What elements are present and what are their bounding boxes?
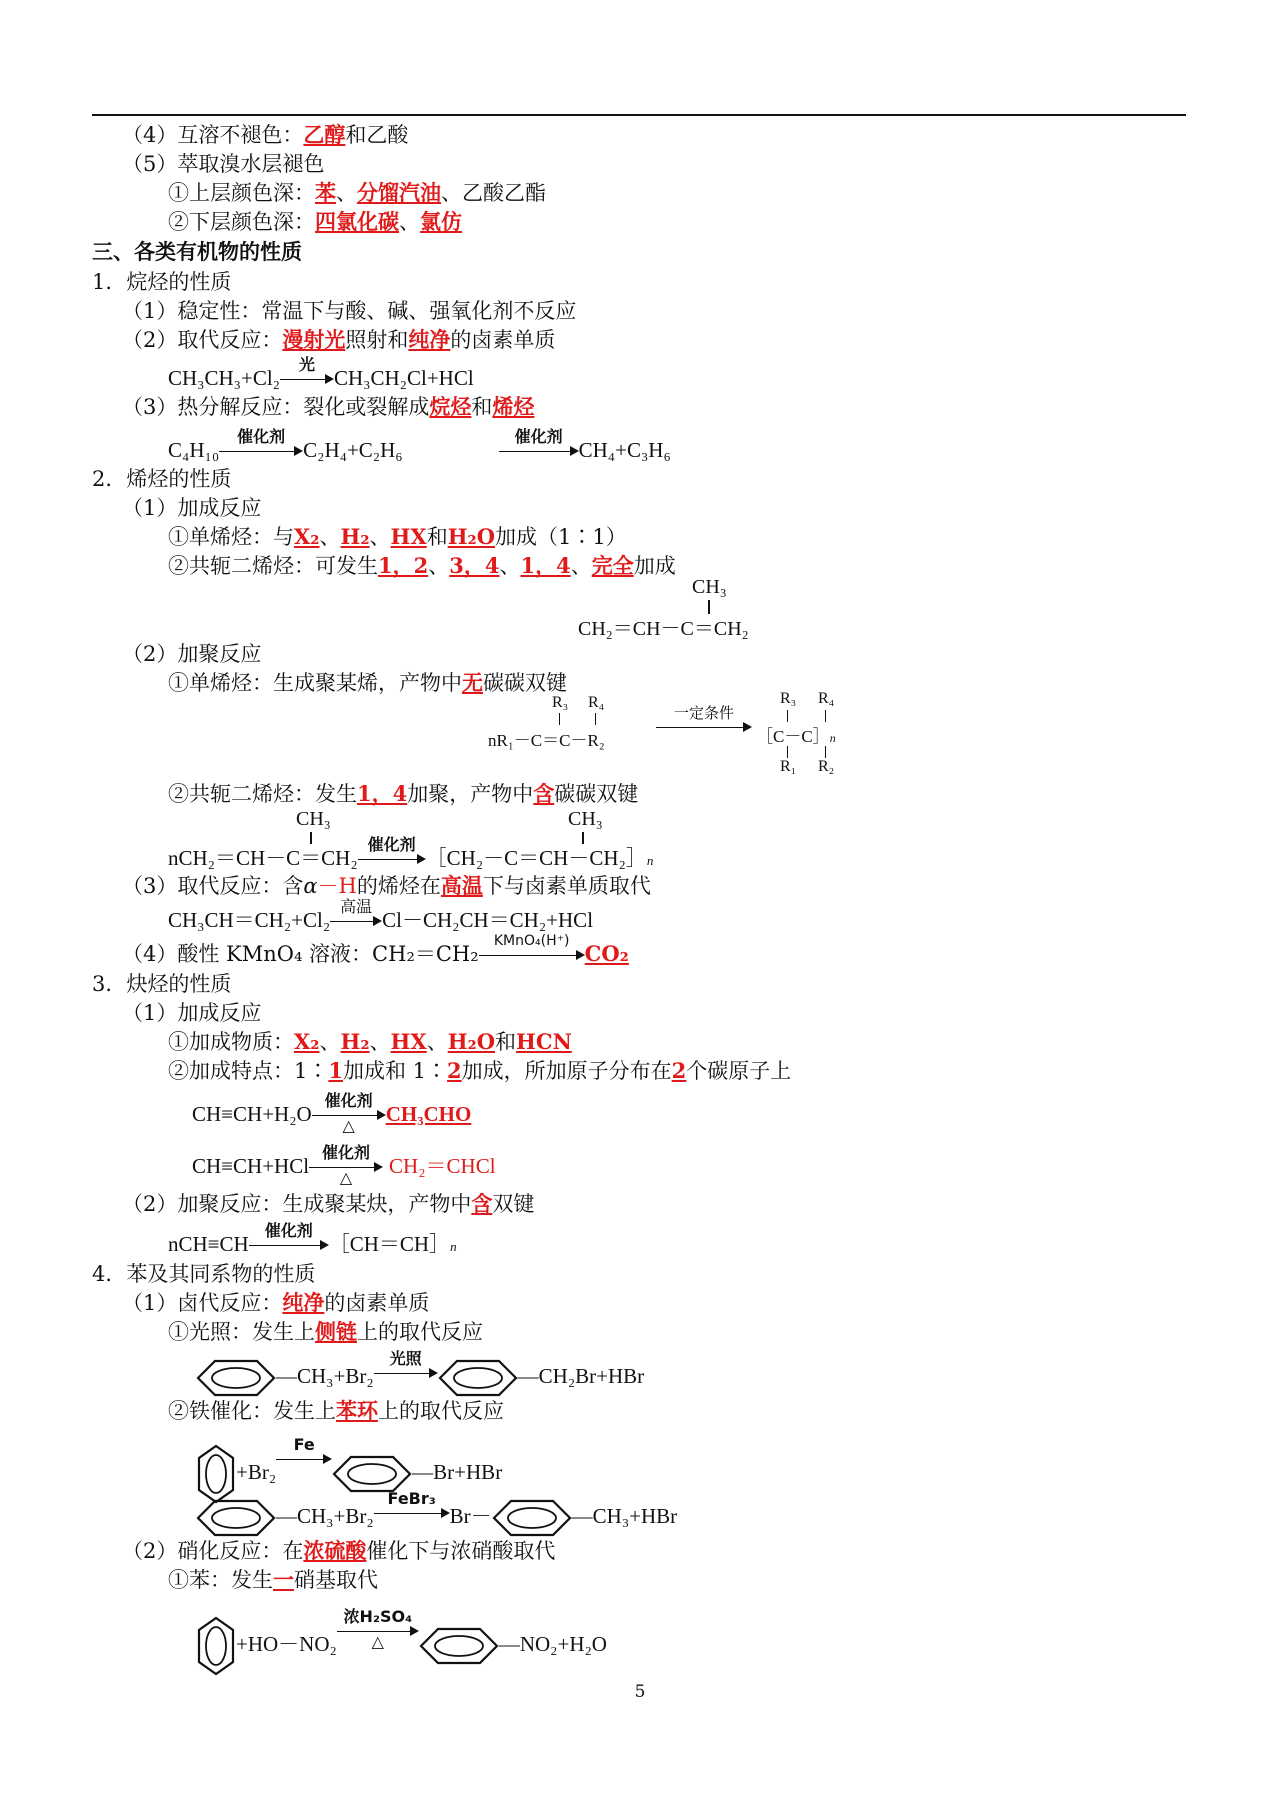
text: 的卤素单质 [450,328,556,352]
alkene-polymerization-mono [168,669,567,697]
alkene-kmno4-oxidation [122,933,629,968]
products: CH₃CH₂Cl+HCl [334,366,474,390]
answer: H₂O [447,524,496,549]
diene-polymerization [168,780,638,808]
reactants: nCH₂＝CH－C＝CH₂ [168,846,358,870]
alkene-addition-heading: （1）加成反应 [122,496,262,520]
answer: 高温 [440,873,483,898]
structure-monomer: nR₁－C＝C－R₂ [488,731,605,750]
answer: 苯环 [336,1398,378,1423]
reactants: +Br₂ [236,1459,277,1484]
text: 加成（1∶1） [495,525,627,549]
answer: 漫射光 [282,327,346,352]
reaction-propene-chlorination [168,897,594,934]
r4-label: R₄ [588,694,605,711]
reaction-arrow [358,835,426,872]
text: ①苯：发生 [168,1568,273,1592]
alkene-addition-diene [168,552,676,580]
answer: H₂O [447,1029,496,1054]
bond-line [310,832,312,844]
condition: 催化剂 [237,427,286,446]
r4-label: R₄ [818,690,835,707]
condition: KMnO₄(H⁺) [493,933,570,949]
answer: 1 [328,1058,343,1083]
section-3-heading: 三、各类有机物的性质 [92,239,302,264]
header-rule [92,114,1186,116]
bond-line [825,710,826,722]
reaction-arrow [249,1221,329,1258]
structure-ch3-label: CH₃ [692,576,727,598]
reaction-arrow [499,427,579,464]
condition: 高温 [340,897,373,916]
alkane-stability: （1）稳定性：常温下与酸、碱、强氧化剂不反应 [122,299,577,323]
text: 、 [369,1030,391,1054]
subscript-n: n [646,853,654,868]
text: ②共轭二烯烃：发生 [168,782,357,806]
reaction-arrow [276,1435,332,1472]
text: 、 [369,525,391,549]
text: 上的取代反应 [378,1399,504,1423]
reaction-toluene-bromination-iron [196,1489,678,1538]
alkyne-addition-heading: （1）加成反应 [122,1001,262,1025]
text: 个碳原子上 [686,1059,792,1083]
alkane-substitution [122,326,555,354]
item-5-line: （5）萃取溴水层褪色 [122,152,325,176]
text: 和乙酸 [345,123,409,147]
subsection-4-heading: 4．苯及其同系物的性质 [92,1262,316,1286]
text: 、 [336,181,357,205]
answer: 2 [447,1058,462,1083]
heat-symbol: △ [371,1634,384,1651]
text: ①上层颜色深： [168,181,315,205]
subscript-n: n [829,731,836,745]
answer: 烯烃 [492,394,535,419]
answer: H₂ [340,524,370,549]
products: CH₄+C₃H₆ [578,438,671,462]
reaction-arrow [479,933,585,968]
alkene-allylic-substitution [122,872,651,900]
answer: H₂ [340,1029,370,1054]
benzene-halogenation [122,1289,429,1317]
answer: 分馏汽油 [357,180,441,205]
benzene-halogenation-light [168,1318,483,1346]
reaction-acetylene-polymerization [168,1221,457,1261]
answer: 1，4 [357,781,408,806]
text: 加成和 1∶ [343,1059,448,1083]
r3-label: R₃ [552,694,569,711]
answer: HCN [516,1029,572,1054]
bond-line [595,713,596,725]
subsection-2-heading: 2．烯烃的性质 [92,467,232,491]
benzene-nitration [122,1537,555,1565]
text: （2）加聚反应：生成聚某炔，产物中 [122,1192,472,1216]
benzene-ring-icon [196,1358,276,1398]
alkene-addition-mono [168,523,627,551]
text: ②加成特点：1∶ [168,1059,329,1083]
text: ①加成物质： [168,1030,294,1054]
reaction-benzene-nitration [196,1607,607,1676]
text: 、 [399,210,420,234]
text: ②共轭二烯烃：可发生 [168,554,378,578]
text: 加成 [633,554,676,578]
text: ①单烯烃：生成聚某烯，产物中 [168,671,462,695]
condition: Fe [293,1435,315,1454]
products: C₂H₄+C₂H₆ [303,438,403,462]
structure-polymer [756,722,836,747]
alkyne-polymerization [122,1190,534,1218]
reaction-acetylene-hydration [192,1091,472,1135]
reaction-butane-cracking [168,427,671,464]
products: ［CH＝CH］ [328,1232,451,1256]
reactants: C₄H₁₀ [168,438,220,462]
answer: 含 [471,1191,493,1216]
benzene-ring-icon [196,1616,236,1676]
benzene-ring-icon [419,1626,499,1666]
condition: 催化剂 [514,427,563,446]
text: 催化下与浓硝酸取代 [366,1539,556,1563]
text: ②下层颜色深： [168,210,315,234]
answer: X₂ [294,1029,320,1054]
benzene-ring-icon [492,1498,572,1538]
products: —CH₃+HBr [571,1503,678,1528]
answer: X₂ [294,524,320,549]
condition: 光照 [389,1349,422,1368]
products: —Br+HBr [412,1459,503,1484]
answer: 一 [273,1567,294,1592]
heat-symbol: △ [339,1170,353,1187]
answer: CO₂ [584,941,629,966]
item-5a-line [168,179,546,207]
answer: CH₂＝CHCl [389,1154,496,1178]
answer: CH₃CHO [385,1102,472,1126]
reaction-arrow [309,1143,383,1187]
answer: 四氯化碳 [315,209,399,234]
text: 、 [319,1030,341,1054]
benzene-ring-icon [438,1358,518,1398]
reaction-arrow [337,1607,419,1651]
text: ①光照：发生上 [168,1320,315,1344]
reaction-arrow [280,355,334,392]
alkyne-addition-substances [168,1028,572,1056]
r1-label: R₁ [780,758,797,775]
products: —CH₂Br+HBr [517,1363,645,1388]
answer: 烷烃 [429,394,472,419]
answer: 纯净 [408,327,451,352]
benzene-halogenation-iron [168,1397,504,1425]
text: 和 [426,525,448,549]
reactants: CH₃CH＝CH₂+Cl₂ [168,908,331,932]
answer: 乙醇 [303,122,346,147]
text: （4）酸性 KMnO₄ 溶液：CH₂＝CH₂ [122,942,479,966]
text: （2）硝化反应：在 [122,1539,304,1563]
text: （3）取代反应：含 [122,874,304,898]
condition: 光 [298,355,315,374]
page-number: 5 [634,1682,646,1702]
text: ②铁催化：发生上 [168,1399,336,1423]
answer: 3，4 [449,553,500,578]
text: 碳碳双键 [483,671,567,695]
r2-label: R₂ [818,758,835,775]
text: 上的取代反应 [357,1320,483,1344]
reactants: nCH≡CH [168,1232,249,1256]
reactants: —CH₃+Br₂ [276,1363,374,1388]
structure-ch3-label: CH₃ [568,808,603,830]
bond-line [787,746,788,758]
bond-line [582,832,584,844]
answer: 1，4 [520,553,571,578]
alkane-cracking [122,393,534,421]
text: 的烯烃在 [356,874,441,898]
answer: 纯净 [282,1290,325,1315]
text: 下与卤素单质取代 [482,874,651,898]
heat-symbol: △ [342,1118,355,1135]
text: 双键 [492,1192,535,1216]
text: 加成，所加原子分布在 [461,1059,672,1083]
condition: 催化剂 [264,1221,313,1240]
text: ①单烯烃：与 [168,525,294,549]
item-4-line [122,121,408,149]
reaction-arrow [374,1349,438,1386]
text: 、 [499,554,521,578]
text: 、 [426,1030,448,1054]
products: —NO₂+H₂O [498,1631,607,1656]
text: 、乙酸乙酯 [441,181,546,205]
text: （2）取代反应： [122,328,283,352]
answer: 侧链 [315,1319,357,1344]
text: 、 [319,525,341,549]
bond-line [825,746,826,758]
text: 碳碳双键 [554,782,639,806]
answer: 苯 [315,180,336,205]
text: 的卤素单质 [324,1291,430,1315]
benzene-ring-icon [196,1444,236,1504]
text: 和 [471,395,493,419]
text: 、 [428,554,450,578]
text: 、 [570,554,592,578]
condition: 催化剂 [367,835,416,854]
subscript-n: n [450,1239,457,1254]
reaction-acetylene-hcl [192,1143,496,1187]
answer: 2 [671,1058,687,1083]
structure-ch3-label: CH₃ [296,808,331,830]
text: 和 [495,1030,517,1054]
text: （1）卤代反应： [122,1291,283,1315]
answer: 完全 [591,553,634,578]
r3-label: R₃ [780,690,797,707]
benzene-ring-icon [196,1498,276,1538]
text: 照射和 [345,328,409,352]
bond-line [787,710,788,722]
products: Br－ [449,1503,492,1528]
structure-isoprene: CH₂＝CH－C＝CH₂ [578,618,749,640]
reaction-arrow [656,704,752,740]
text: （4）互溶不褪色： [122,123,304,147]
condition: 一定条件 [673,704,734,722]
alpha-symbol: α [303,874,318,898]
subsection-1-heading: 1．烷烃的性质 [92,270,232,294]
answer: 浓硫酸 [303,1538,367,1563]
condition: FeBr₃ [387,1489,436,1508]
reaction-arrow [374,1489,450,1526]
reaction-arrow [219,427,303,464]
answer: 氯仿 [420,209,462,234]
reaction-arrow [330,897,382,934]
alkyne-addition-features [168,1057,791,1085]
item-5b-line [168,208,462,236]
answer: －H [317,874,357,898]
condition: 催化剂 [322,1143,371,1162]
condition: 浓H₂SO₄ [343,1607,413,1626]
condition: 催化剂 [324,1091,373,1110]
text: 加聚，产物中 [407,782,534,806]
reaction-arrow [312,1091,386,1135]
reactants: CH₃CH₃+Cl₂ [168,366,280,390]
reactants: CH≡CH+H₂O [192,1102,312,1126]
reaction-benzene-bromination [196,1435,503,1504]
bond-line [559,713,560,725]
answer: 含 [533,781,555,806]
text: 硝基取代 [294,1568,378,1592]
products: ［CH₂－C＝CH－CH₂］ [425,846,647,870]
reactants: CH≡CH+HCl [192,1154,310,1178]
reaction-ethane-chlorination [168,355,474,392]
reactants: +HO－NO₂ [236,1631,337,1656]
alkene-polymerization-heading: （2）加聚反应 [122,642,262,666]
answer: 无 [462,670,483,695]
benzene-ring-icon [332,1454,412,1494]
answer: 1，2 [378,553,429,578]
reactants: —CH₃+Br₂ [276,1503,374,1528]
text: （3）热分解反应：裂化或裂解成 [122,395,430,419]
reaction-isoprene-polymerization [168,835,654,875]
polymer-unit: ［C－C］ [756,727,830,746]
answer: HX [390,1029,427,1054]
benzene-nitration-mono [168,1566,378,1594]
subsection-3-heading: 3．炔烃的性质 [92,972,232,996]
answer: HX [390,524,427,549]
products: Cl－CH₂CH＝CH₂+HCl [382,908,594,932]
reaction-toluene-bromination-light [196,1349,645,1398]
